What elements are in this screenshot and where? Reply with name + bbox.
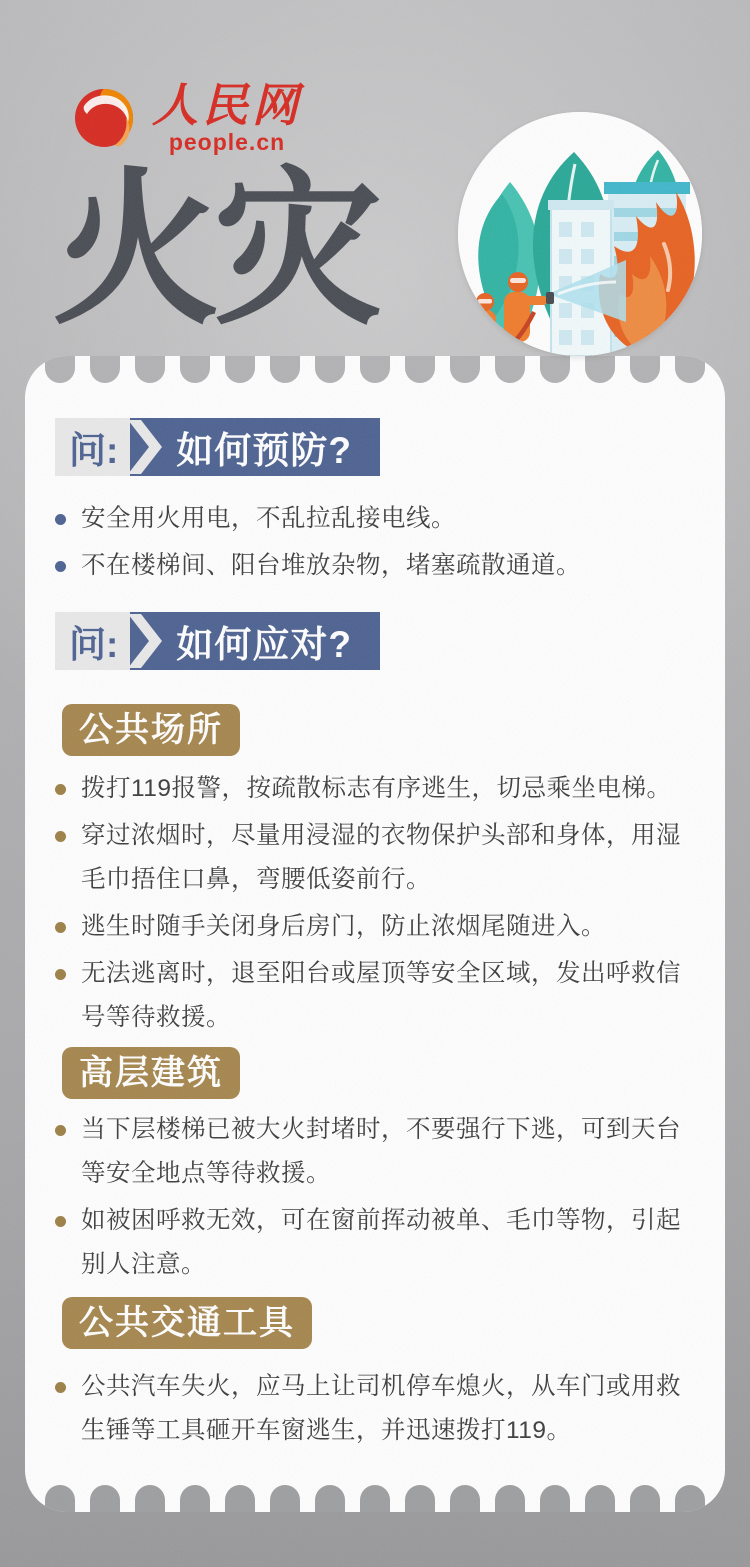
bullet-dot-icon — [55, 1125, 66, 1136]
page-title: 火灾 — [52, 156, 376, 344]
section-header-response — [55, 612, 380, 670]
public-transport-list — [55, 1365, 695, 1453]
topic-badge-public-places: 公共场所 — [62, 704, 240, 756]
bullet-dot-icon — [55, 831, 66, 842]
scalloped-edge-top — [37, 356, 713, 383]
list-item: 如被困呼救无效，可在窗前挥动被单、毛巾等物，引起别人注意。 — [55, 1199, 695, 1287]
topic-badge-public-transport: 公共交通工具 — [62, 1297, 312, 1349]
content-card — [25, 356, 725, 1512]
list-item: 安全用火用电，不乱拉乱接电线。 — [55, 497, 695, 541]
prevention-list — [55, 497, 695, 588]
public-places-list — [55, 767, 695, 1040]
question-label: 问: — [55, 418, 130, 476]
brand-domain: people.cn — [168, 128, 286, 155]
bullet-dot-icon — [55, 561, 66, 572]
bullet-dot-icon — [55, 1216, 66, 1227]
list-item: 当下层楼梯已被大火封堵时，不要强行下逃，可到天台等安全地点等待救援。 — [55, 1108, 695, 1196]
list-item: 无法逃离时，退至阳台或屋顶等安全区域，发出呼救信号等待救援。 — [55, 952, 695, 1040]
bullet-dot-icon — [55, 969, 66, 980]
bullet-dot-icon — [55, 922, 66, 933]
brand-name: 人民网 — [152, 79, 302, 131]
firefighters-building-flame-icon — [458, 112, 702, 356]
bullet-dot-icon — [55, 514, 66, 525]
section-title: 如何应对? — [176, 624, 352, 665]
list-item: 逃生时随手关闭身后房门，防止浓烟尾随进入。 — [55, 905, 695, 949]
section-header-prevention — [55, 418, 380, 476]
scalloped-edge-bottom — [37, 1485, 713, 1512]
chevron-right-icon — [128, 418, 166, 476]
list-item: 穿过浓烟时，尽量用浸湿的衣物保护头部和身体，用湿毛巾捂住口鼻，弯腰低姿前行。 — [55, 814, 695, 902]
brand-logo — [72, 80, 302, 156]
high-rise-list — [55, 1108, 695, 1287]
bullet-dot-icon — [55, 784, 66, 795]
bullet-dot-icon — [55, 1382, 66, 1393]
people-cn-flame-icon — [72, 80, 142, 154]
list-item: 拨打119报警，按疏散标志有序逃生，切忌乘坐电梯。 — [55, 767, 695, 811]
chevron-right-icon — [128, 612, 166, 670]
topic-badge-high-rise: 高层建筑 — [62, 1047, 240, 1099]
question-label: 问: — [55, 612, 130, 670]
list-item: 公共汽车失火，应马上让司机停车熄火，从车门或用救生锤等工具砸开车窗逃生，并迅速拨打119。 — [55, 1365, 695, 1453]
fire-scene-illustration — [458, 112, 702, 356]
list-item: 不在楼梯间、阳台堆放杂物，堵塞疏散通道。 — [55, 544, 695, 588]
section-title: 如何预防? — [176, 430, 352, 471]
